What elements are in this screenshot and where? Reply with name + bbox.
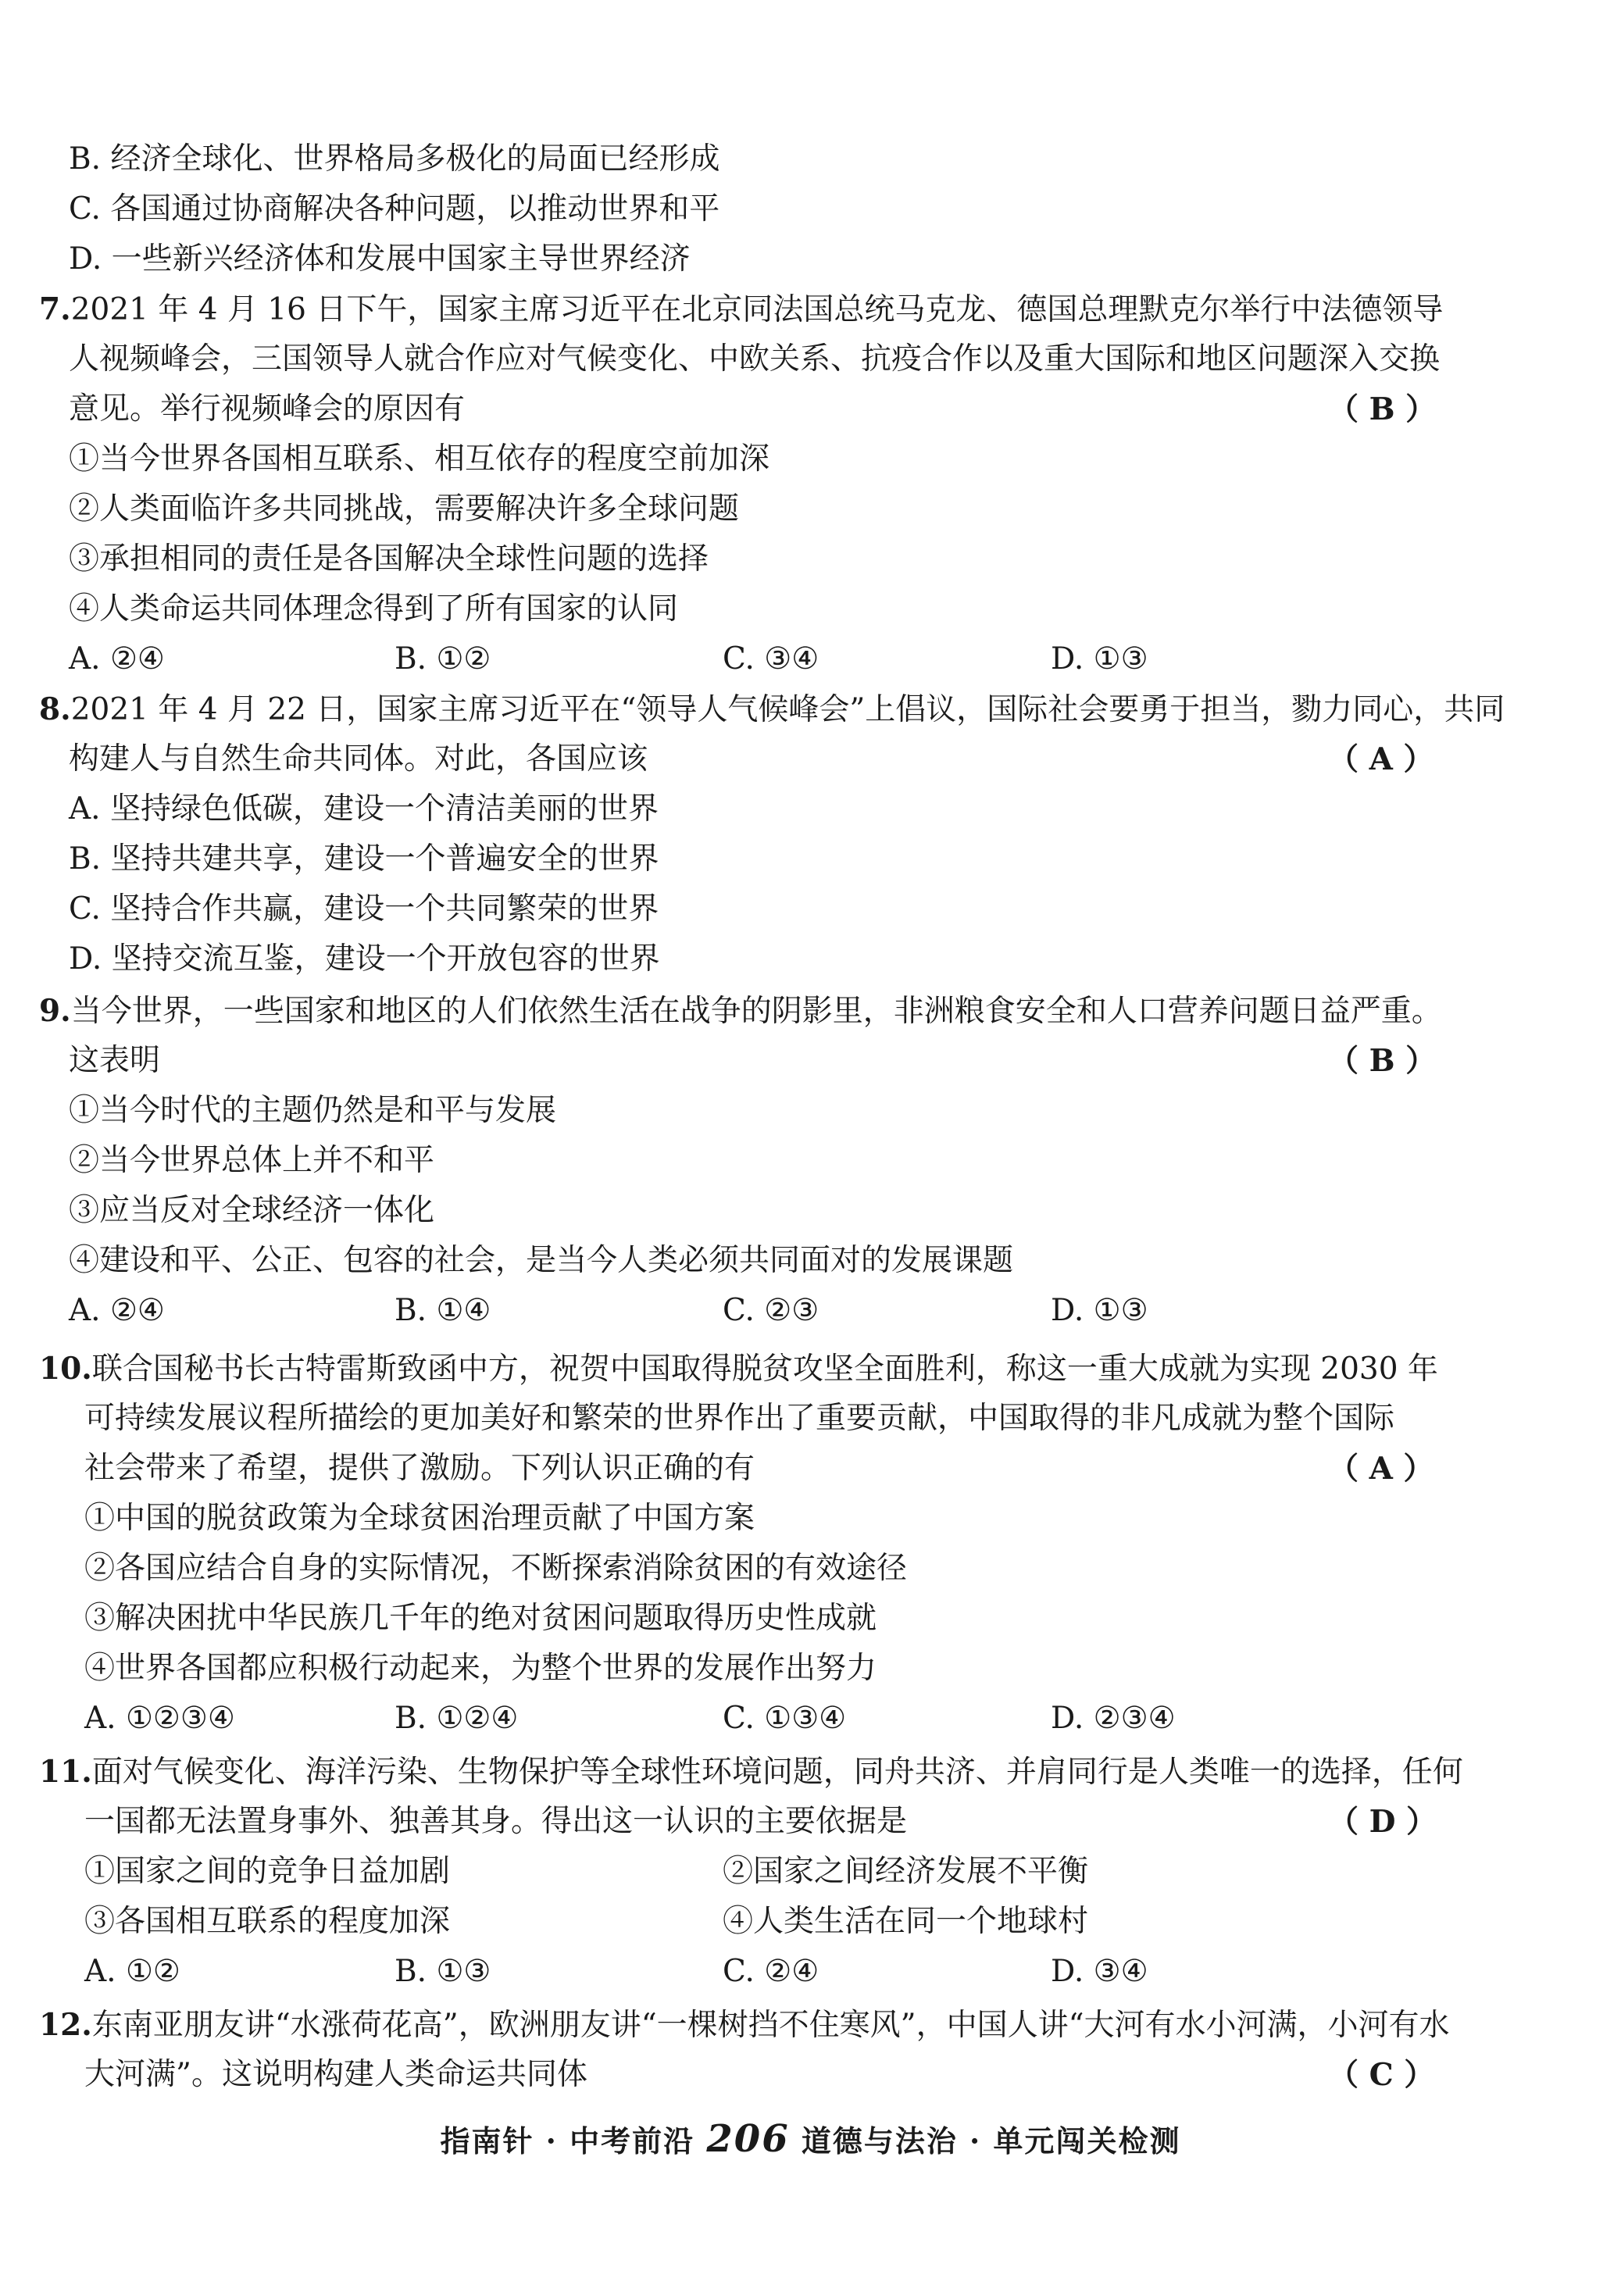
question-7-answer: （ B ） bbox=[1328, 391, 1437, 427]
question-8-line-1 bbox=[39, 687, 1505, 732]
question-11-item: ③各国相互联系的程度加深 bbox=[84, 1904, 451, 1939]
question-10-item: ②各国应结合自身的实际情况，不断探索消除贫困的有效途径 bbox=[84, 1551, 908, 1586]
question-7-choice-b: B. ①② bbox=[395, 641, 491, 677]
question-11-answer: （ D ） bbox=[1328, 1804, 1437, 1840]
question-11-choice-d: D. ③④ bbox=[1051, 1954, 1148, 1989]
question-11-choice-a: A. ①② bbox=[84, 1954, 180, 1989]
question-8-choice-a: A. 坚持绿色低碳，建设一个清洁美丽的世界 bbox=[69, 791, 659, 827]
question-7-item: ②人类面临许多共同挑战，需要解决许多全球问题 bbox=[69, 491, 740, 527]
question-number: 8. bbox=[39, 691, 71, 727]
question-number: 11. bbox=[39, 1754, 92, 1790]
question-10-line-1 bbox=[39, 1347, 1438, 1391]
question-11-item: ④人类生活在同一个地球村 bbox=[723, 1904, 1089, 1939]
question-12-line-2: 大河满”。这说明构建人类命运共同体 bbox=[84, 2057, 587, 2092]
question-11-item: ①国家之间的竞争日益加剧 bbox=[84, 1854, 451, 1889]
question-11-line-1 bbox=[39, 1750, 1463, 1794]
question-7-item: ④人类命运共同体理念得到了所有国家的认同 bbox=[69, 591, 679, 627]
page-footer bbox=[0, 2116, 1621, 2165]
question-8-answer: （ A ） bbox=[1328, 741, 1434, 777]
question-9-choice-c: C. ②③ bbox=[723, 1293, 819, 1328]
question-10-line-2: 可持续发展议程所描绘的更加美好和繁荣的世界作出了重要贡献，中国取得的非凡成就为整个国际 bbox=[84, 1401, 1395, 1436]
prev-option-b: B. 经济全球化、世界格局多极化的局面已经形成 bbox=[69, 141, 720, 177]
question-8-choice-d: D. 坚持交流互鉴，建设一个开放包容的世界 bbox=[69, 941, 660, 977]
question-7-line-3: 意见。举行视频峰会的原因有 bbox=[69, 391, 466, 427]
question-10-choice-a: A. ①②③④ bbox=[84, 1701, 235, 1736]
question-9-answer: （ B ） bbox=[1328, 1043, 1437, 1079]
question-8-line-2: 构建人与自然生命共同体。对此，各国应该 bbox=[69, 741, 648, 777]
prev-option-c: C. 各国通过协商解决各种问题，以推动世界和平 bbox=[69, 191, 720, 227]
prev-option-d: D. 一些新兴经济体和发展中国家主导世界经济 bbox=[69, 241, 691, 277]
question-10-line-3: 社会带来了希望，提供了激励。下列认识正确的有 bbox=[84, 1451, 755, 1486]
question-8-choice-b: B. 坚持共建共享，建设一个普遍安全的世界 bbox=[69, 841, 659, 877]
question-7-line-2: 人视频峰会，三国领导人就合作应对气候变化、中欧关系、抗疫合作以及重大国际和地区问题深入交换 bbox=[69, 341, 1441, 377]
question-10-choice-d: D. ②③④ bbox=[1051, 1701, 1176, 1736]
question-number: 10. bbox=[39, 1351, 92, 1387]
question-9-choice-a: A. ②④ bbox=[69, 1293, 165, 1328]
question-11-line-2: 一国都无法置身事外、独善其身。得出这一认识的主要依据是 bbox=[84, 1804, 908, 1839]
question-7-choice-d: D. ①③ bbox=[1051, 641, 1148, 677]
question-number: 12. bbox=[39, 2007, 92, 2043]
question-9-choice-b: B. ①④ bbox=[395, 1293, 491, 1328]
question-number: 7. bbox=[39, 291, 71, 327]
question-text: 2021 年 4 月 16 日下午，国家主席习近平在北京同法国总统马克龙、德国总理默克尔举行中法德领导 bbox=[70, 292, 1444, 327]
question-8-choice-c: C. 坚持合作共赢，建设一个共同繁荣的世界 bbox=[69, 891, 659, 927]
question-text: 面对气候变化、海洋污染、生物保护等全球性环境问题，同舟共济、并肩同行是人类唯一的选择，任何 bbox=[91, 1755, 1463, 1790]
question-7-choice-a: A. ②④ bbox=[69, 641, 165, 677]
page-number: 206 bbox=[706, 2117, 790, 2161]
question-11-item: ②国家之间经济发展不平衡 bbox=[723, 1854, 1089, 1889]
question-9-item: ①当今时代的主题仍然是和平与发展 bbox=[69, 1093, 557, 1128]
question-10-item: ③解决困扰中华民族几千年的绝对贫困问题取得历史性成就 bbox=[84, 1601, 877, 1636]
question-9-line-2: 这表明 bbox=[69, 1043, 161, 1078]
question-text: 2021 年 4 月 22 日，国家主席习近平在“领导人气候峰会”上倡议，国际社会要勇于担当，勠力同心，共同 bbox=[70, 692, 1505, 727]
question-text: 联合国秘书长古特雷斯致函中方，祝贺中国取得脱贫攻坚全面胜利，称这一重大成就为实现 2030 年 bbox=[91, 1352, 1438, 1387]
question-9-choice-d: D. ①③ bbox=[1051, 1293, 1148, 1328]
question-10-choice-b: B. ①②④ bbox=[395, 1701, 519, 1736]
question-text: 当今世界，一些国家和地区的人们依然生活在战争的阴影里，非洲粮食安全和人口营养问题日益严重。 bbox=[70, 994, 1442, 1029]
question-11-choice-b: B. ①③ bbox=[395, 1954, 491, 1989]
question-12-answer: （ C ） bbox=[1328, 2057, 1435, 2093]
question-7-line-1 bbox=[39, 287, 1443, 332]
question-10-item: ①中国的脱贫政策为全球贫困治理贡献了中国方案 bbox=[84, 1501, 755, 1536]
question-10-choice-c: C. ①③④ bbox=[723, 1701, 847, 1736]
question-7-choice-c: C. ③④ bbox=[723, 641, 819, 677]
question-10-item: ④世界各国都应积极行动起来，为整个世界的发展作出努力 bbox=[84, 1651, 877, 1686]
question-10-answer: （ A ） bbox=[1328, 1451, 1434, 1487]
footer-left: 指南针 · 中考前沿 bbox=[440, 2123, 695, 2159]
question-9-line-1 bbox=[39, 989, 1442, 1034]
question-11-choice-c: C. ②④ bbox=[723, 1954, 819, 1989]
question-7-item: ①当今世界各国相互联系、相互依存的程度空前加深 bbox=[69, 441, 770, 477]
question-9-item: ②当今世界总体上并不和平 bbox=[69, 1143, 435, 1178]
question-text: 东南亚朋友讲“水涨荷花高”，欧洲朋友讲“一棵树挡不住寒风”，中国人讲“大河有水小河满，小河有水 bbox=[91, 2008, 1450, 2043]
question-9-item: ④建设和平、公正、包容的社会，是当今人类必须共同面对的发展课题 bbox=[69, 1243, 1014, 1278]
question-number: 9. bbox=[39, 993, 71, 1029]
footer-right: 道德与法治 · 单元闯关检测 bbox=[801, 2123, 1181, 2159]
question-7-item: ③承担相同的责任是各国解决全球性问题的选择 bbox=[69, 541, 709, 577]
question-9-item: ③应当反对全球经济一体化 bbox=[69, 1193, 435, 1228]
question-12-line-1 bbox=[39, 2003, 1450, 2048]
